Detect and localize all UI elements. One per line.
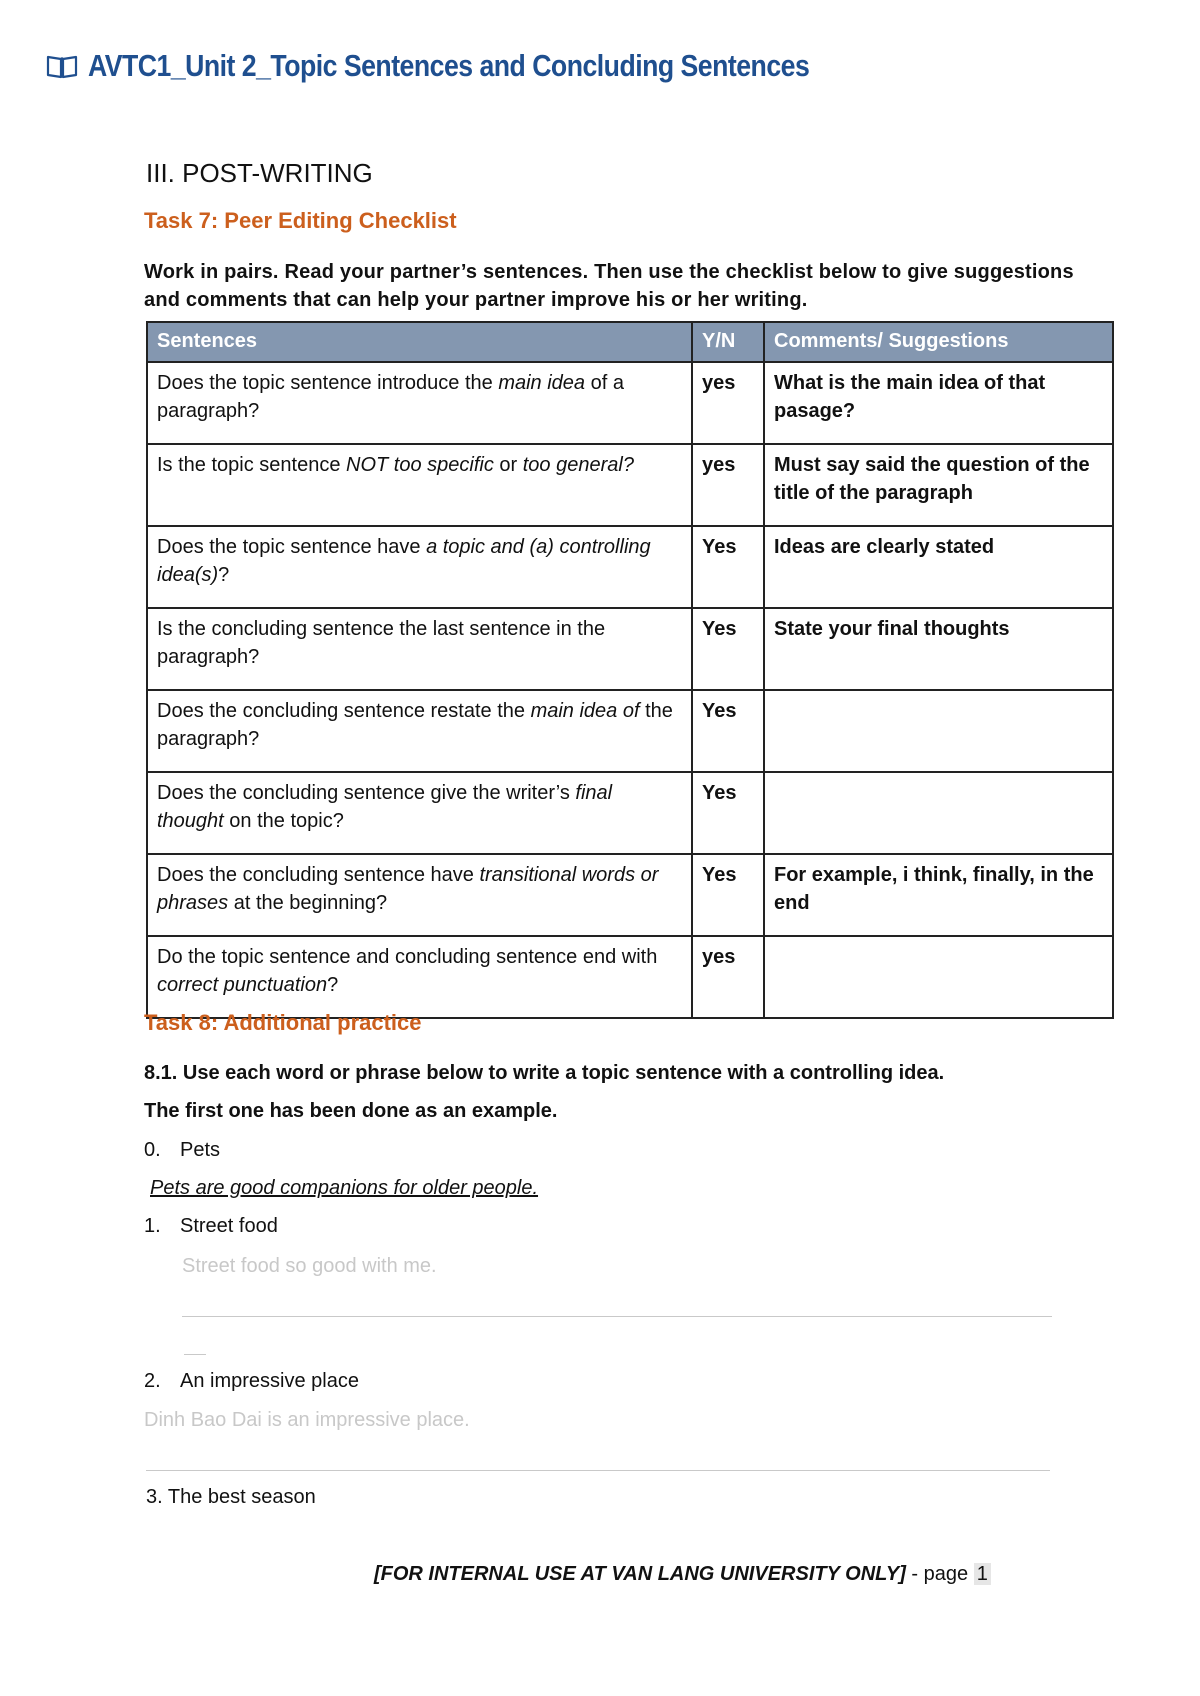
- checklist-question: [147, 854, 692, 936]
- checklist-comment[interactable]: Ideas are clearly stated: [764, 526, 1113, 608]
- table-row: [147, 362, 1113, 444]
- item-number: 2.: [144, 1370, 161, 1392]
- answer-item-2[interactable]: Dinh Bao Dai is an impressive place.: [144, 1409, 470, 1431]
- page-footer: [374, 1563, 991, 1586]
- checklist-comment[interactable]: Must say said the question of the title of the paragraph: [764, 444, 1113, 526]
- question-text: Is the topic sentence: [157, 454, 347, 476]
- question-text: Do the topic sentence and concluding sentence end with: [157, 946, 658, 968]
- task8-title: Task 8: Additional practice: [144, 1010, 422, 1035]
- question-emphasis: transitional words or phrases: [157, 864, 659, 914]
- checklist-yn-answer[interactable]: yes: [692, 936, 764, 1018]
- exercise-item-2: [144, 1370, 359, 1393]
- checklist-yn-answer[interactable]: Yes: [692, 690, 764, 772]
- checklist-question: [147, 362, 692, 444]
- answer-line: [146, 1470, 1050, 1471]
- checklist-yn-answer[interactable]: Yes: [692, 772, 764, 854]
- footer-notice: [FOR INTERNAL USE AT VAN LANG UNIVERSITY ONLY]: [374, 1563, 906, 1585]
- checklist-comment[interactable]: [764, 936, 1113, 1018]
- document-header: [46, 48, 927, 84]
- item-number: 3.: [146, 1486, 163, 1508]
- header-comments: Comments/ Suggestions: [764, 322, 1113, 362]
- question-text: Does the concluding sentence have: [157, 864, 480, 886]
- question-emphasis: NOT too specific: [346, 454, 494, 476]
- task7-title: Task 7: Peer Editing Checklist: [144, 208, 457, 233]
- task8-instruction-line2: The first one has been done as an example.: [144, 1100, 558, 1122]
- task7-instructions: Work in pairs. Read your partner’s sentences. Then use the checklist below to give suggestions and comments that can help your partner improve his or her writing.: [144, 261, 1074, 311]
- question-emphasis: a topic and (a) controlling idea(s): [157, 536, 651, 586]
- question-text: Does the concluding sentence restate the: [157, 700, 531, 722]
- book-icon: [46, 53, 78, 79]
- question-emphasis: too general?: [522, 454, 634, 476]
- table-row: [147, 772, 1113, 854]
- answer-line: [182, 1316, 1052, 1317]
- document-title: AVTC1_Unit 2_Topic Sentences and Concluding Sentences: [88, 48, 810, 83]
- question-emphasis: final thought: [157, 782, 613, 832]
- exercise-item-1: [144, 1215, 278, 1238]
- question-emphasis: main idea: [498, 372, 586, 394]
- exercise-item-0: [144, 1139, 220, 1162]
- checklist-comment[interactable]: State your final thoughts: [764, 608, 1113, 690]
- checklist-yn-answer[interactable]: Yes: [692, 854, 764, 936]
- checklist-yn-answer[interactable]: Yes: [692, 526, 764, 608]
- question-text: on the topic?: [223, 810, 344, 832]
- checklist-comment[interactable]: [764, 772, 1113, 854]
- checklist-comment[interactable]: For example, i think, finally, in the end: [764, 854, 1113, 936]
- item-prompt: An impressive place: [180, 1370, 359, 1392]
- checklist-comment[interactable]: [764, 690, 1113, 772]
- checklist-question: [147, 608, 692, 690]
- example-answer: Pets are good companions for older people.: [150, 1177, 539, 1199]
- checklist-question: [147, 526, 692, 608]
- header-yn: Y/N: [692, 322, 764, 362]
- question-text: ?: [218, 564, 230, 586]
- item-prompt: Street food: [180, 1215, 278, 1237]
- answer-item-1[interactable]: Street food so good with me.: [182, 1255, 437, 1277]
- item-number: 1.: [144, 1215, 161, 1237]
- question-emphasis: correct punctuation: [157, 974, 328, 996]
- checklist-question: [147, 444, 692, 526]
- question-text: Does the concluding sentence give the writer’s: [157, 782, 576, 804]
- table-row: [147, 690, 1113, 772]
- question-text: or: [493, 454, 523, 476]
- table-row: [147, 608, 1113, 690]
- task8-instruction-line1: 8.1. Use each word or phrase below to write a topic sentence with a controlling idea.: [144, 1062, 945, 1084]
- item-prompt: The best season: [167, 1486, 316, 1508]
- checklist-yn-answer[interactable]: yes: [692, 362, 764, 444]
- item-number: 0.: [144, 1139, 161, 1161]
- question-text: Does the topic sentence introduce the: [157, 372, 499, 394]
- table-row: [147, 854, 1113, 936]
- answer-line-fragment: [184, 1354, 206, 1355]
- page-number: 1: [974, 1563, 991, 1585]
- header-sentences: Sentences: [147, 322, 692, 362]
- checklist-question: [147, 936, 692, 1018]
- question-emphasis: main idea of: [530, 700, 640, 722]
- checklist-comment[interactable]: What is the main idea of that pasage?: [764, 362, 1113, 444]
- footer-page-label: - page: [905, 1563, 974, 1585]
- question-text: Does the topic sentence have: [157, 536, 427, 558]
- checklist-question: [147, 772, 692, 854]
- exercise-item-3: [146, 1486, 316, 1509]
- table-row: [147, 526, 1113, 608]
- table-row: [147, 936, 1113, 1018]
- peer-editing-checklist-table: [146, 321, 1114, 1019]
- question-text: ?: [327, 974, 339, 996]
- checklist-question: [147, 690, 692, 772]
- section-title: III. POST-WRITING: [146, 158, 373, 188]
- question-text: at the beginning?: [228, 892, 388, 914]
- item-prompt: Pets: [180, 1139, 221, 1161]
- checklist-yn-answer[interactable]: yes: [692, 444, 764, 526]
- table-row: [147, 444, 1113, 526]
- question-text: of a paragraph?: [157, 372, 624, 422]
- question-text: Is the concluding sentence the last sentence in the paragraph?: [157, 618, 606, 668]
- table-header-row: [147, 322, 1113, 362]
- question-text: the paragraph?: [157, 700, 673, 750]
- checklist-yn-answer[interactable]: Yes: [692, 608, 764, 690]
